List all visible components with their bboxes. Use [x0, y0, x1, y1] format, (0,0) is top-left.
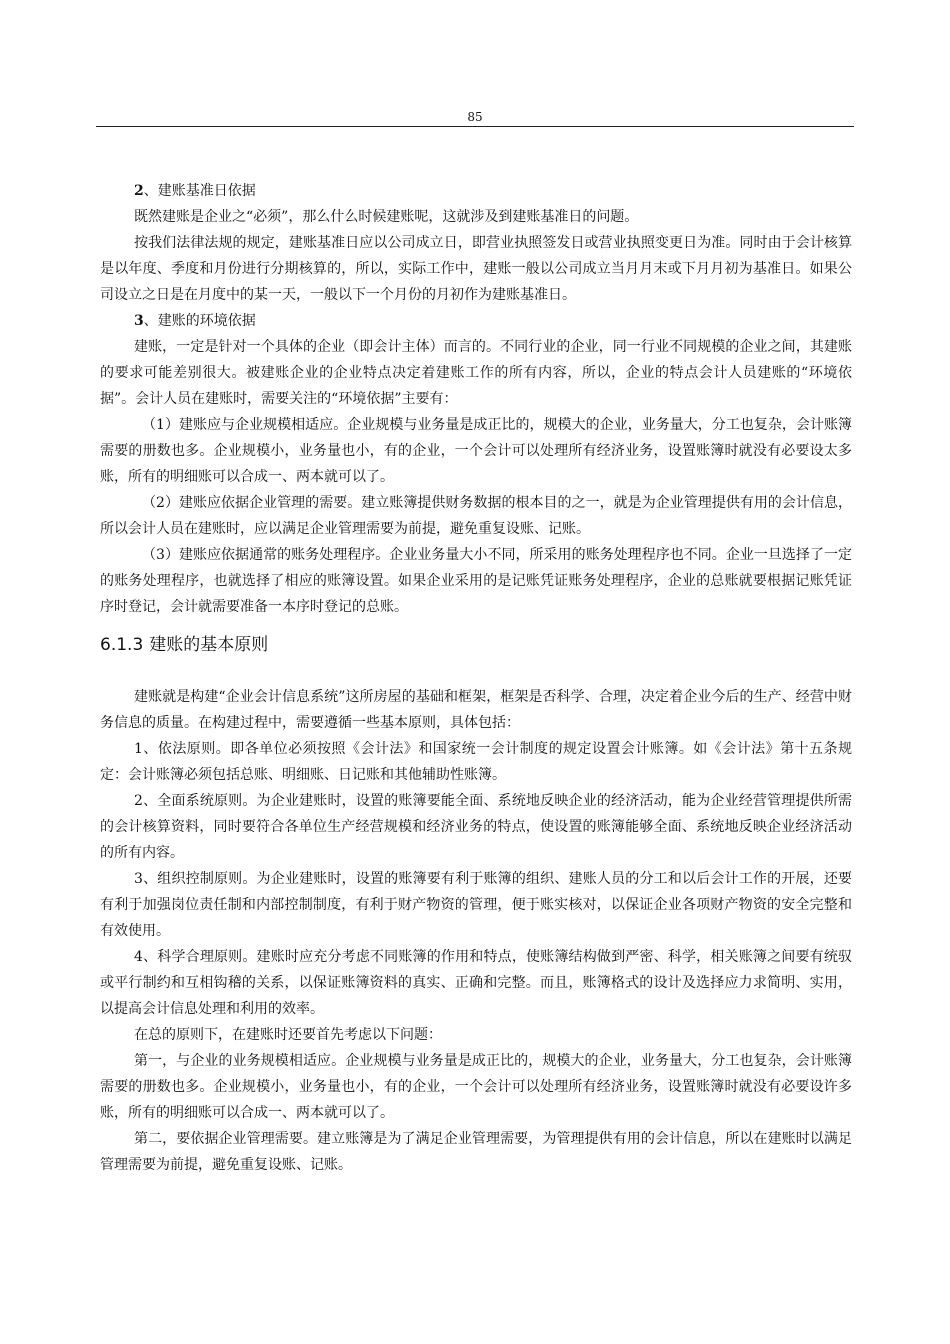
paragraph: 按我们法律法规的规定，建账基准日应以公司成立日，即营业执照签发日或营业执照变更日为准。同时由于会计核算是以年度、季度和月份进行分期核算的，所以，实际工作中，建账一般以公司成立当月月末或下月月初为基准日。如果公司设立之日是在月度中的某一天，一般以下一个月份的月初作为建账基准日。	[100, 235, 852, 303]
subsection-title: 、建账的环境依据	[143, 313, 256, 329]
subsection-heading-3	[100, 308, 852, 334]
paragraph: 既然建账是企业之“必须”，那么什么时候建账呢，这就涉及到建账基准日的问题。	[134, 209, 639, 225]
list-item: 3、组织控制原则。为企业建账时，设置的账簿要有利于账簿的组织、建账人员的分工和以后会计工作的开展，还要有利于加强岗位责任制和内部控制制度，有利于财产物资的管理，便于账实核对，以保证企业各项财产物资的安全完整和有效使用。	[100, 871, 852, 939]
subsection-title: 、建账基准日依据	[143, 183, 256, 199]
list-item: （1）建账应与企业规模相适应。企业规模与业务量是成正比的，规模大的企业，业务量大，分工也复杂，会计账簿需要的册数也多。企业规模小，业务量也小，有的企业，一个会计可以处理所有经济业务，设置账簿时就没有必要设太多账，所有的明细账可以合成一、两本就可以了。	[100, 417, 852, 485]
subsection-number: 2	[134, 183, 144, 199]
list-item: （3）建账应依据通常的账务处理程序。企业业务量大小不同，所采用的账务处理程序也不同。企业一旦选择了一定的账务处理程序，也就选择了相应的账簿设置。如果企业采用的是记账凭证账务处理程序，企业的总账就要根据记账凭证序时登记，会计就需要准备一本序时登记的总账。	[100, 547, 852, 615]
list-item: 第一，与企业的业务规模相适应。企业规模与业务量是成正比的，规模大的企业，业务量大，分工也复杂，会计账簿需要的册数也多。企业规模小，业务量也小，有的企业，一个会计可以处理所有经济业务，设置账簿时就没有必要设许多账，所有的明细账可以合成一、两本就可以了。	[100, 1053, 852, 1121]
list-item: 第二，要依据企业管理需要。建立账簿是为了满足企业管理需要，为管理提供有用的会计信息，所以在建账时以满足管理需要为前提，避免重复设账、记账。	[100, 1131, 852, 1173]
header-rule	[96, 126, 854, 127]
list-item: （2）建账应依据企业管理的需要。建立账簿提供财务数据的根本目的之一，就是为企业管理提供有用的会计信息，所以会计人员在建账时，应以满足企业管理需要为前提，避免重复设账、记账。	[100, 495, 852, 537]
section-number: 6.1.3	[100, 635, 144, 655]
page-content	[100, 178, 852, 1178]
list-item: 2、全面系统原则。为企业建账时，设置的账簿要能全面、系统地反映企业的经济活动，能为企业经营管理提供所需的会计核算资料，同时要符合各单位生产经营规模和经济业务的特点，使设置的账簿能够全面、系统地反映企业经济活动的所有内容。	[100, 793, 852, 861]
subsection-number: 3	[134, 313, 144, 329]
section-heading	[100, 632, 852, 658]
subsection-heading-2	[100, 178, 852, 204]
paragraph: 在总的原则下，在建账时还要首先考虑以下问题：	[134, 1027, 442, 1043]
paragraph: 建账，一定是针对一个具体的企业（即会计主体）而言的。不同行业的企业，同一行业不同规模的企业之间，其建账的要求可能差别很大。被建账企业的企业特点决定着建账工作的所有内容，所以，企业的特点会计人员建账的“环境依据”。会计人员在建账时，需要关注的“环境依据”主要有：	[100, 339, 852, 407]
list-item: 4、科学合理原则。建账时应充分考虑不同账簿的作用和特点，使账簿结构做到严密、科学，相关账簿之间要有统驭或平行制约和互相钩稽的关系，以保证账簿资料的真实、正确和完整。而且，账簿格式的设计及选择应力求简明、实用，以提高会计信息处理和利用的效率。	[100, 949, 852, 1017]
section-title: 建账的基本原则	[149, 635, 269, 655]
list-item: 1、依法原则。即各单位必须按照《会计法》和国家统一会计制度的规定设置会计账簿。如《会计法》第十五条规定：会计账簿必须包括总账、明细账、日记账和其他辅助性账簿。	[100, 741, 852, 783]
paragraph: 建账就是构建“企业会计信息系统”这所房屋的基础和框架，框架是否科学、合理，决定着企业今后的生产、经营中财务信息的质量。在构建过程中，需要遵循一些基本原则，具体包括：	[100, 689, 852, 731]
page-number: 85	[467, 110, 483, 124]
